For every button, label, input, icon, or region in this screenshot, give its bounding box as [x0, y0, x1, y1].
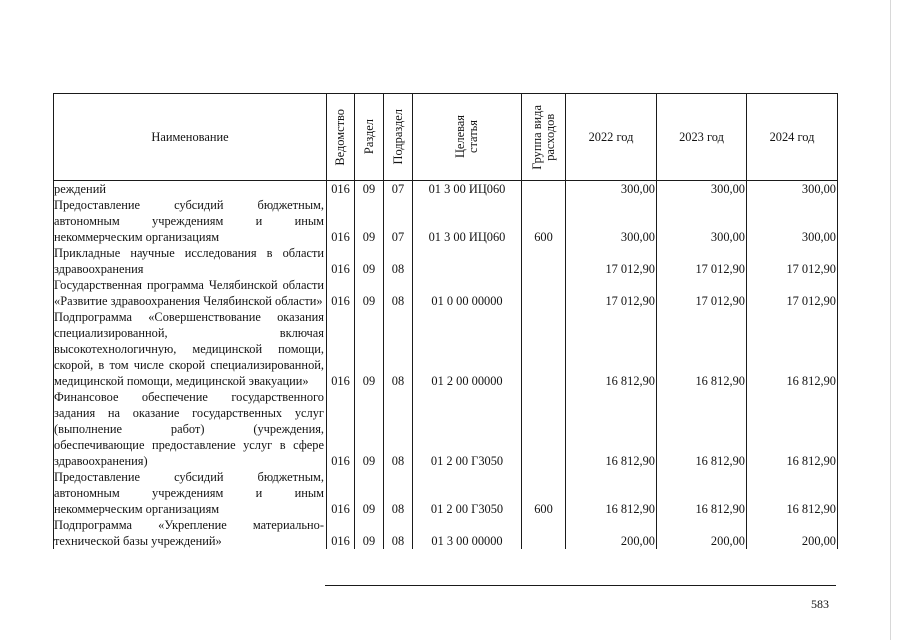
row-value-2022: 17 012,90: [566, 245, 657, 277]
row-celevaya-statya: 01 2 00 Г3050: [413, 389, 522, 469]
row-razdel: 09: [355, 197, 384, 245]
row-podrazdel: 08: [384, 245, 413, 277]
header-vedomstvo: Ведомство: [327, 94, 355, 181]
row-gruppa: [522, 245, 566, 277]
header-razdel: Раздел: [355, 94, 384, 181]
row-value-2022: 16 812,90: [566, 309, 657, 389]
row-podrazdel: 08: [384, 309, 413, 389]
scan-edge-divider: [890, 0, 891, 640]
row-celevaya-statya: 01 2 00 Г3050: [413, 469, 522, 517]
row-razdel: 09: [355, 245, 384, 277]
row-value-2024: 200,00: [747, 517, 838, 549]
row-value-2022: 300,00: [566, 197, 657, 245]
row-value-2023: 300,00: [657, 181, 747, 198]
row-vedomstvo: 016: [327, 469, 355, 517]
table-header-row: [54, 94, 838, 181]
row-podrazdel: 08: [384, 517, 413, 549]
table-row: [54, 517, 838, 549]
row-value-2024: 17 012,90: [747, 277, 838, 309]
row-name: Предоставление субсидий бюджетным, автономным учреждениям и иным некоммерческим организациям: [54, 197, 327, 245]
row-value-2022: 200,00: [566, 517, 657, 549]
row-podrazdel: 07: [384, 197, 413, 245]
row-value-2022: 17 012,90: [566, 277, 657, 309]
page-number: 583: [811, 597, 829, 611]
table-row: [54, 469, 838, 517]
row-value-2022: 16 812,90: [566, 389, 657, 469]
row-value-2024: 300,00: [747, 181, 838, 198]
header-2022: 2022 год: [566, 94, 657, 181]
row-celevaya-statya: 01 3 00 ИЦ060: [413, 197, 522, 245]
row-value-2023: 200,00: [657, 517, 747, 549]
row-value-2023: 16 812,90: [657, 389, 747, 469]
row-razdel: 09: [355, 277, 384, 309]
row-value-2024: 16 812,90: [747, 389, 838, 469]
row-value-2023: 17 012,90: [657, 277, 747, 309]
row-name: Прикладные научные исследования в области здравоохранения: [54, 245, 327, 277]
row-podrazdel: 08: [384, 277, 413, 309]
row-razdel: 09: [355, 309, 384, 389]
row-gruppa: [522, 277, 566, 309]
row-vedomstvo: 016: [327, 197, 355, 245]
row-celevaya-statya: 01 3 00 00000: [413, 517, 522, 549]
row-vedomstvo: 016: [327, 517, 355, 549]
row-gruppa: [522, 389, 566, 469]
row-name: Предоставление субсидий бюджетным, автономным учреждениям и иным некоммерческим организациям: [54, 469, 327, 517]
row-value-2024: 16 812,90: [747, 469, 838, 517]
row-gruppa: 600: [522, 197, 566, 245]
row-value-2022: 300,00: [566, 181, 657, 198]
row-vedomstvo: 016: [327, 181, 355, 198]
row-value-2022: 16 812,90: [566, 469, 657, 517]
row-celevaya-statya: 01 2 00 00000: [413, 309, 522, 389]
row-celevaya-statya: [413, 245, 522, 277]
row-gruppa: [522, 181, 566, 198]
row-value-2023: 16 812,90: [657, 469, 747, 517]
row-name: Подпрограмма «Совершенствование оказания специализированной, включая высокотехнологичную, медицинской помощи, скорой, в том числе скорой специализированной, медицинской помощи, медицинской эвакуации»: [54, 309, 327, 389]
row-name: Государственная программа Челябинской области «Развитие здравоохранения Челябинской области»: [54, 277, 327, 309]
row-celevaya-statya: 01 3 00 ИЦ060: [413, 181, 522, 198]
row-gruppa: [522, 517, 566, 549]
row-vedomstvo: 016: [327, 277, 355, 309]
header-gruppa-vida-rashodov: Группа вида расходов: [522, 94, 566, 181]
header-2024: 2024 год: [747, 94, 838, 181]
table-row: [54, 389, 838, 469]
row-value-2024: 16 812,90: [747, 309, 838, 389]
row-name: Подпрограмма «Укрепление материально-технической базы учреждений»: [54, 517, 327, 549]
header-2023: 2023 год: [657, 94, 747, 181]
table-row: [54, 245, 838, 277]
row-value-2023: 16 812,90: [657, 309, 747, 389]
row-razdel: 09: [355, 181, 384, 198]
row-razdel: 09: [355, 517, 384, 549]
row-celevaya-statya: 01 0 00 00000: [413, 277, 522, 309]
row-value-2024: 300,00: [747, 197, 838, 245]
row-vedomstvo: 016: [327, 309, 355, 389]
table-bottom-rule: [325, 585, 836, 586]
table-row: [54, 309, 838, 389]
budget-table: [53, 93, 838, 549]
row-podrazdel: 08: [384, 389, 413, 469]
row-value-2024: 17 012,90: [747, 245, 838, 277]
row-value-2023: 300,00: [657, 197, 747, 245]
row-podrazdel: 08: [384, 469, 413, 517]
row-value-2023: 17 012,90: [657, 245, 747, 277]
table-row: [54, 197, 838, 245]
row-razdel: 09: [355, 389, 384, 469]
row-vedomstvo: 016: [327, 389, 355, 469]
row-gruppa: [522, 309, 566, 389]
table-row: [54, 277, 838, 309]
row-podrazdel: 07: [384, 181, 413, 198]
row-name: реждений: [54, 181, 327, 198]
header-celevaya-statya: Целевая статья: [413, 94, 522, 181]
header-name: Наименование: [54, 94, 327, 181]
header-podrazdel: Подраздел: [384, 94, 413, 181]
row-name: Финансовое обеспечение государственного задания на оказание государственных услуг (выполнение работ) (учреждения, обеспечивающие предоставление услуг в сфере здравоохранения): [54, 389, 327, 469]
table-row: [54, 181, 838, 198]
row-gruppa: 600: [522, 469, 566, 517]
row-vedomstvo: 016: [327, 245, 355, 277]
row-razdel: 09: [355, 469, 384, 517]
